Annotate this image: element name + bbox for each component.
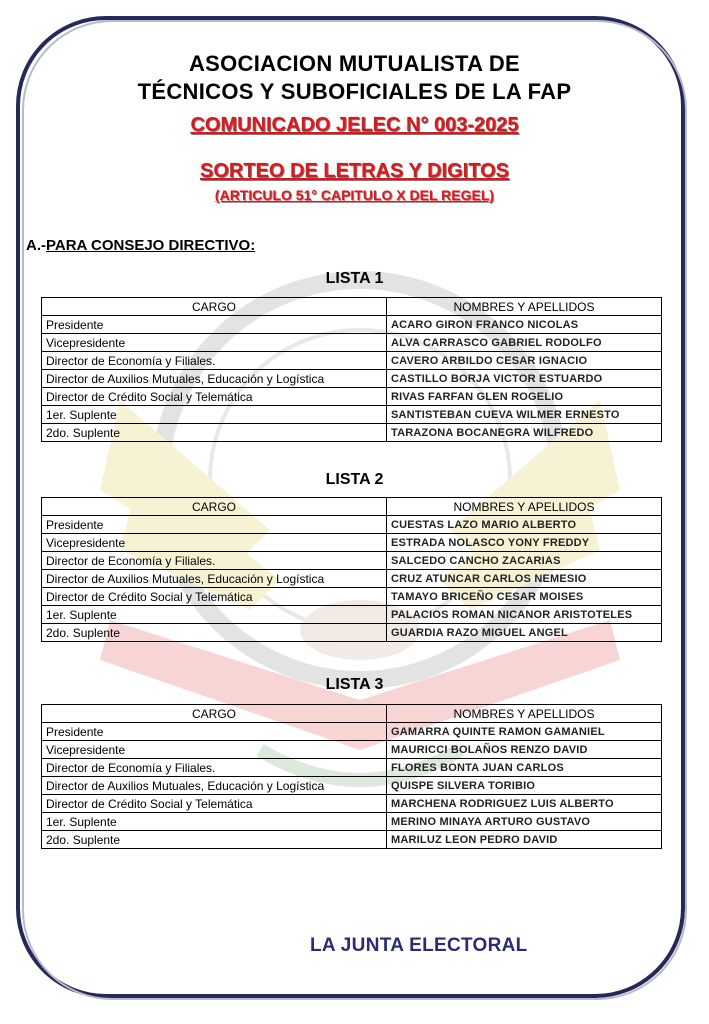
association-title-line2: TÉCNICOS Y SUBOFICIALES DE LA FAP	[137, 79, 572, 104]
nombre-cell: GAMARRA QUINTE RAMON GAMANIEL	[387, 723, 662, 741]
cargo-cell: 2do. Suplente	[42, 624, 387, 642]
cargo-cell: Presidente	[42, 316, 387, 334]
signature-junta-electoral: LA JUNTA ELECTORAL	[310, 935, 528, 956]
cargo-cell: 1er. Suplente	[42, 606, 387, 624]
lista-3-title: LISTA 3	[325, 676, 384, 693]
cargo-header: CARGO	[42, 498, 387, 516]
nombre-cell: GUARDIA RAZO MIGUEL ANGEL	[387, 624, 662, 642]
cargo-cell: 2do. Suplente	[42, 424, 387, 442]
cargo-cell: Director de Economía y Filiales.	[42, 552, 387, 570]
table-row	[42, 624, 662, 642]
cargo-cell: Director de Auxilios Mutuales, Educación y Logística	[42, 370, 387, 388]
cargo-cell: 1er. Suplente	[42, 813, 387, 831]
nombre-cell: FLORES BONTA JUAN CARLOS	[387, 759, 662, 777]
lista-2-title: LISTA 2	[325, 471, 384, 488]
table-header-row	[42, 298, 662, 316]
nombre-cell: RIVAS FARFAN GLEN ROGELIO	[387, 388, 662, 406]
nombre-cell: ESTRADA NOLASCO YONY FREDDY	[387, 534, 662, 552]
table-row	[42, 316, 662, 334]
table-row	[42, 334, 662, 352]
nombres-header: NOMBRES Y APELLIDOS	[387, 705, 662, 723]
cargo-cell: Director de Crédito Social y Telemática	[42, 795, 387, 813]
cargo-header: CARGO	[42, 705, 387, 723]
cargo-cell: Presidente	[42, 723, 387, 741]
cargo-cell: Director de Auxilios Mutuales, Educación y Logística	[42, 777, 387, 795]
nombre-cell: MAURICCI BOLAÑOS RENZO DAVID	[387, 741, 662, 759]
articulo-subtitle: (ARTICULO 51° CAPITULO X DEL REGEL)	[214, 187, 495, 203]
nombres-header: NOMBRES Y APELLIDOS	[387, 498, 662, 516]
cargo-cell: Presidente	[42, 516, 387, 534]
nombre-cell: TAMAYO BRICEÑO CESAR MOISES	[387, 588, 662, 606]
lista-3-table	[41, 704, 662, 849]
nombre-cell: CASTILLO BORJA VICTOR ESTUARDO	[387, 370, 662, 388]
cargo-cell: Director de Crédito Social y Telemática	[42, 388, 387, 406]
table-row	[42, 406, 662, 424]
table-header-row	[42, 705, 662, 723]
nombre-cell: QUISPE SILVERA TORIBIO	[387, 777, 662, 795]
lista-2-table	[41, 497, 662, 642]
cargo-cell: 2do. Suplente	[42, 831, 387, 849]
nombre-cell: CRUZ ATUNCAR CARLOS NEMESIO	[387, 570, 662, 588]
section-title-text: PARA CONSEJO DIRECTIVO:	[46, 237, 256, 254]
table-row	[42, 388, 662, 406]
table-row	[42, 795, 662, 813]
comunicado-title: COMUNICADO JELEC N° 003-2025	[190, 114, 519, 136]
nombre-cell: ACARO GIRON FRANCO NICOLAS	[387, 316, 662, 334]
nombre-cell: PALACIOS ROMAN NICANOR ARISTOTELES	[387, 606, 662, 624]
cargo-cell: Director de Auxilios Mutuales, Educación y Logística	[42, 570, 387, 588]
table-row	[42, 831, 662, 849]
cargo-cell: Vicepresidente	[42, 534, 387, 552]
cargo-cell: Director de Economía y Filiales.	[42, 759, 387, 777]
table-row	[42, 723, 662, 741]
table-row	[42, 588, 662, 606]
association-title	[0, 50, 709, 106]
table-row	[42, 534, 662, 552]
table-row	[42, 606, 662, 624]
nombre-cell: MARILUZ LEON PEDRO DAVID	[387, 831, 662, 849]
nombre-cell: CAVERO ARBILDO CESAR IGNACIO	[387, 352, 662, 370]
nombres-header: NOMBRES Y APELLIDOS	[387, 298, 662, 316]
cargo-header: CARGO	[42, 298, 387, 316]
lista-1-table	[41, 297, 662, 442]
table-row	[42, 516, 662, 534]
table-row	[42, 424, 662, 442]
table-row	[42, 741, 662, 759]
table-row	[42, 759, 662, 777]
table-row	[42, 813, 662, 831]
nombre-cell: SANTISTEBAN CUEVA WILMER ERNESTO	[387, 406, 662, 424]
lista-1-title: LISTA 1	[325, 270, 384, 287]
section-heading	[26, 237, 255, 254]
table-row	[42, 370, 662, 388]
nombre-cell: CUESTAS LAZO MARIO ALBERTO	[387, 516, 662, 534]
cargo-cell: Director de Crédito Social y Telemática	[42, 588, 387, 606]
cargo-cell: Vicepresidente	[42, 741, 387, 759]
table-row	[42, 570, 662, 588]
association-title-line1: ASOCIACION MUTUALISTA DE	[188, 51, 521, 76]
nombre-cell: TARAZONA BOCANEGRA WILFREDO	[387, 424, 662, 442]
cargo-cell: Vicepresidente	[42, 334, 387, 352]
cargo-cell: Director de Economía y Filiales.	[42, 352, 387, 370]
nombre-cell: MARCHENA RODRIGUEZ LUIS ALBERTO	[387, 795, 662, 813]
table-row	[42, 552, 662, 570]
section-prefix: A.-	[26, 237, 46, 254]
sorteo-title: SORTEO DE LETRAS Y DIGITOS	[200, 160, 509, 182]
nombre-cell: MERINO MINAYA ARTURO GUSTAVO	[387, 813, 662, 831]
nombre-cell: SALCEDO CANCHO ZACARIAS	[387, 552, 662, 570]
nombre-cell: ALVA CARRASCO GABRIEL RODOLFO	[387, 334, 662, 352]
table-header-row	[42, 498, 662, 516]
table-row	[42, 777, 662, 795]
cargo-cell: 1er. Suplente	[42, 406, 387, 424]
table-row	[42, 352, 662, 370]
